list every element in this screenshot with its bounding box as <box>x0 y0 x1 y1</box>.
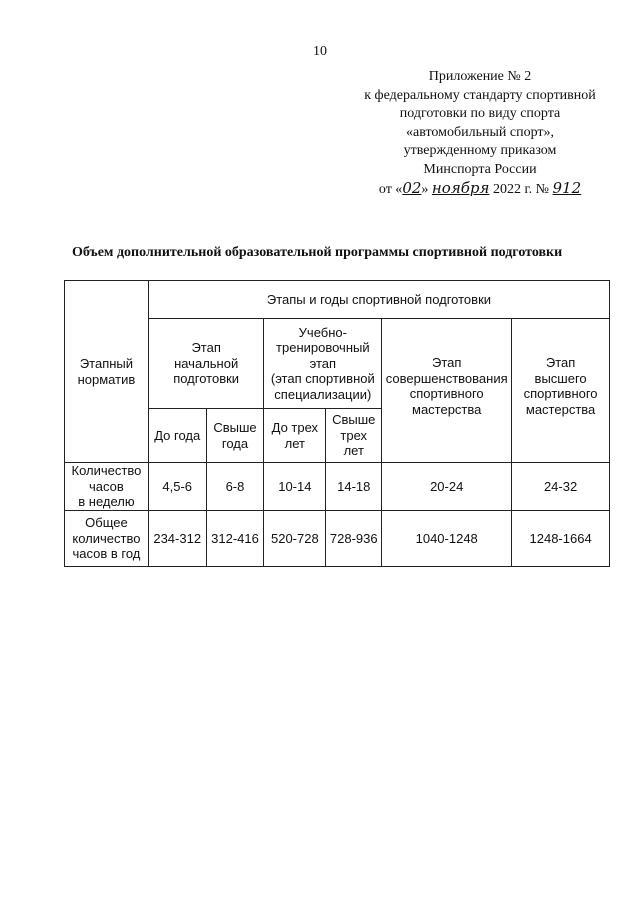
stage-header-line: начальной <box>174 355 239 371</box>
table-cell: 10-14 <box>264 463 326 511</box>
stage-header-line: высшего <box>534 370 587 386</box>
sub-header-line: До трех <box>271 420 319 435</box>
year-part: 2022 г. № <box>492 182 549 197</box>
sub-header-line: До года <box>154 427 201 443</box>
stage-header-line: (этап спортивной <box>270 371 375 387</box>
stage-header-line: подготовки <box>173 371 240 387</box>
handwritten-day: 02 <box>402 179 422 197</box>
stage-header-line: спортивного <box>409 386 484 401</box>
table-cell: 234-312 <box>148 511 206 567</box>
table-cell: 6-8 <box>206 463 264 511</box>
sub-header-line: лет <box>284 435 306 451</box>
sub-header-line: лет <box>343 443 364 459</box>
corner-header-line: Этапный <box>79 356 134 371</box>
appendix-line: утвержденному приказом <box>403 143 557 158</box>
table-cell: 1248-1664 <box>512 511 610 567</box>
page-number: 10 <box>313 44 327 59</box>
date-prefix: от « <box>378 182 403 197</box>
handwritten-order-number: 912 <box>552 179 582 197</box>
document-title: Объем дополнительной образовательной программы спортивной подготовки <box>72 245 563 260</box>
stage-header-line: Учебно- <box>298 324 347 340</box>
corner-header <box>65 281 149 463</box>
handwritten-month: ноября <box>431 179 490 197</box>
row-label-line: количество <box>72 530 141 546</box>
stage-header-line: Этап <box>191 340 221 356</box>
sub-header-up-to-three <box>264 409 326 463</box>
sub-header-line: Свыше <box>213 420 257 435</box>
stage-header-line: тренировочный <box>276 340 370 356</box>
corner-header-line: норматив <box>77 371 136 387</box>
row-label-line: Количество <box>71 463 142 479</box>
row-label-line: Общее <box>85 515 128 531</box>
table-row <box>65 463 610 511</box>
sub-header-over-three <box>326 409 382 463</box>
table-cell: 520-728 <box>264 511 326 567</box>
stage-header-line: мастерства <box>525 401 596 417</box>
stage-header-line: этап <box>309 355 337 371</box>
stage-header-line: совершенствования <box>385 370 508 386</box>
sub-header-line: трех <box>340 427 368 443</box>
appendix-header <box>330 68 630 200</box>
table-cell: 20-24 <box>382 463 512 511</box>
date-mid: » <box>421 182 429 197</box>
appendix-line: Минспорта России <box>423 161 537 177</box>
table-cell: 24-32 <box>512 463 610 511</box>
stage-header-initial <box>148 319 264 409</box>
stage-header-line: спортивного <box>523 386 598 401</box>
row-label <box>65 463 149 511</box>
table-cell: 312-416 <box>206 511 264 567</box>
appendix-line: к федеральному стандарту спортивной <box>364 87 596 103</box>
stages-group-header: Этапы и годы спортивной подготовки <box>148 281 609 319</box>
row-label <box>65 511 149 567</box>
stage-header-training <box>264 319 382 409</box>
stage-header-line: специализации) <box>274 386 372 402</box>
sub-header-line: года <box>221 435 249 451</box>
sub-header-line: Свыше <box>332 412 376 428</box>
stage-header-line: мастерства <box>412 401 482 417</box>
table-cell: 14-18 <box>326 463 382 511</box>
appendix-line: подготовки по виду спорта <box>399 106 561 121</box>
appendix-line: «автомобильный спорт», <box>405 124 555 140</box>
row-label-line: часов в год <box>72 546 141 562</box>
table-cell: 4,5-6 <box>148 463 206 511</box>
row-label-line: часов <box>89 478 124 494</box>
stage-header-higher <box>512 319 610 463</box>
table-row <box>65 511 610 567</box>
stage-header-line: Этап <box>545 355 576 370</box>
sub-header-up-to-year <box>148 409 206 463</box>
table-cell: 1040-1248 <box>382 511 512 567</box>
sub-header-over-year <box>206 409 264 463</box>
appendix-line: Приложение № 2 <box>428 69 532 84</box>
table-cell: 728-936 <box>326 511 382 567</box>
program-volume-table <box>64 280 610 567</box>
stage-header-line: Этап <box>431 355 462 370</box>
stage-header-improvement <box>382 319 512 463</box>
row-label-line: в неделю <box>78 494 135 510</box>
order-date-line <box>330 179 630 200</box>
